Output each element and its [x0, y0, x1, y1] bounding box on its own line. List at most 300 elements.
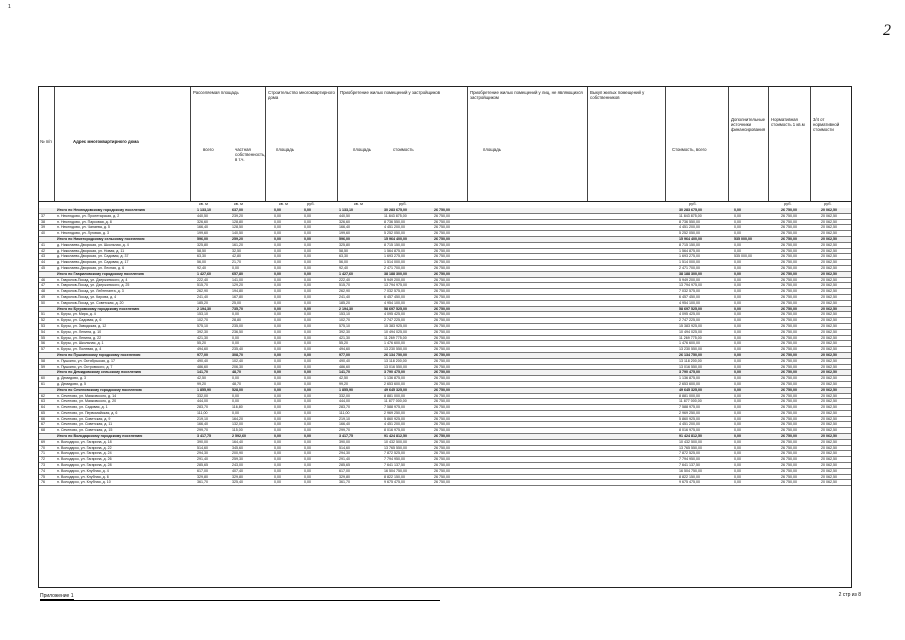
cell-k: 20 062,50	[821, 364, 837, 369]
cell-h: 2 653 600,00	[679, 381, 700, 386]
cell-b: 102,40	[232, 358, 243, 363]
cell-a: 1 427,60	[197, 271, 211, 276]
cell-i: 0,00	[734, 248, 741, 253]
cell-g: 26 750,00	[434, 451, 450, 456]
cell-f: 13 794 975,00	[384, 283, 407, 288]
cell-b: 140,50	[232, 231, 243, 236]
cell-a: 283,70	[197, 405, 208, 410]
cell-f: 1 693 275,00	[384, 254, 405, 259]
cell-label: Итого по Володарскому городскому поселению	[57, 434, 143, 439]
cell-d: 0,00	[304, 480, 311, 485]
cell-j: 26 750,00	[781, 208, 797, 212]
cell-k: 20 062,50	[821, 213, 837, 218]
cell-d: 0,00	[304, 219, 311, 224]
cell-h: 8 715 150,00	[679, 242, 700, 247]
cell-b: 128,80	[232, 219, 243, 224]
cell-h: 4 451 200,00	[679, 225, 700, 230]
cell-d: 0,00	[304, 474, 311, 479]
cell-b: 259,30	[232, 457, 243, 462]
cell-b: 0,00	[232, 410, 239, 415]
cell-b: 167,80	[232, 294, 243, 299]
cell-g: 26 750,00	[434, 468, 450, 473]
cell-j: 26 750,00	[781, 335, 797, 340]
cell-e: 141,70	[339, 370, 350, 375]
cell-g: 26 750,00	[434, 329, 450, 334]
cell-k: 20 062,50	[821, 352, 837, 357]
cell-d: 0,00	[304, 300, 311, 305]
cell-f: 2 471 700,00	[384, 265, 405, 270]
cell-e: 1 133,10	[339, 208, 353, 212]
cell-h: 13 118 200,00	[679, 358, 702, 363]
cell-j: 26 750,00	[781, 457, 797, 462]
cell-j: 26 750,00	[781, 300, 797, 305]
cell-k: 20 062,50	[821, 474, 837, 479]
cell-j: 26 750,00	[781, 329, 797, 334]
cell-k: 20 062,50	[821, 265, 837, 270]
cell-c: 0,00	[274, 381, 281, 386]
cell-h: 13 230 550,00	[679, 347, 702, 352]
cell-c: 0,00	[274, 208, 281, 212]
cell-no: 44	[41, 260, 45, 265]
cell-i: 0,00	[734, 358, 741, 363]
cell-d: 0,00	[304, 213, 311, 218]
cell-d: 0,00	[304, 434, 311, 439]
cell-g: 26 750,00	[434, 300, 450, 305]
cell-g: 26 750,00	[434, 208, 450, 212]
cell-b: 48,70	[232, 370, 241, 375]
cell-label: д. Демидово, д. 5	[57, 381, 87, 386]
cell-j: 26 750,00	[781, 405, 797, 410]
cell-label: п. Гаврилов-Посад, ул. Кирова, д. 4	[57, 294, 117, 299]
cell-k: 20 062,50	[821, 468, 837, 473]
cell-label: п. Неклюдово, ул. Луговая, д. 3	[57, 231, 109, 236]
cell-label: п. Бугры, ул. Мира, д. 4	[57, 312, 96, 317]
cell-c: 0,00	[274, 265, 281, 270]
cell-a: 977,00	[197, 352, 208, 357]
cell-j: 26 750,00	[781, 410, 797, 415]
cell-no: 69	[41, 439, 45, 444]
cell-label: Итого по Нижегородскому сельскому поселению	[57, 236, 145, 241]
header-total-cost: Стоимость, всего	[666, 87, 729, 201]
table-body	[39, 208, 851, 486]
cell-k: 20 062,50	[821, 387, 837, 392]
cell-e: 92,40	[339, 265, 348, 270]
cell-a: 102,70	[197, 318, 208, 323]
cell-no: 45	[41, 265, 45, 270]
cell-g: 26 750,00	[434, 213, 450, 218]
cell-d: 0,00	[304, 329, 311, 334]
cell-i: 0,00	[734, 434, 741, 439]
cell-e: 299,70	[339, 428, 350, 433]
cell-a: 1 133,10	[197, 208, 211, 212]
cell-a: 361,70	[197, 480, 208, 485]
cell-f: 49 645 325,00	[384, 387, 407, 392]
cell-a: 111,00	[197, 410, 208, 415]
cell-g: 26 750,00	[434, 474, 450, 479]
top-note: 1	[8, 4, 11, 10]
cell-k: 20 062,50	[821, 410, 837, 415]
cell-b: 308,70	[232, 352, 243, 357]
cell-k: 20 062,50	[821, 329, 837, 334]
cell-j: 26 750,00	[781, 294, 797, 299]
cell-label: п. Пушкино, ул. Октябрьская, д. 17	[57, 358, 115, 363]
cell-g: 26 750,00	[434, 416, 450, 421]
unit-label: руб.	[399, 201, 407, 206]
cell-a: 490,40	[197, 358, 208, 363]
cell-h: 7 872 525,00	[679, 451, 700, 456]
cell-j: 26 750,00	[781, 236, 797, 241]
cell-e: 421,30	[339, 335, 350, 340]
cell-label: п. Сеченово, ул. Первомайская, д. 6	[57, 410, 118, 415]
table-header	[39, 87, 851, 202]
cell-g: 26 750,00	[434, 410, 450, 415]
cell-j: 26 750,00	[781, 260, 797, 265]
cell-no: 43	[41, 254, 45, 259]
cell-j: 26 750,00	[781, 271, 797, 276]
cell-d: 0,00	[304, 410, 311, 415]
cell-c: 0,00	[274, 335, 281, 340]
cell-i: 0,00	[734, 219, 741, 224]
cell-i: 0,00	[734, 347, 741, 352]
cell-f: 9 675 475,00	[384, 480, 405, 485]
cell-i: 0,00	[734, 231, 741, 236]
cell-h: 58 697 525,00	[679, 306, 702, 311]
cell-c: 0,00	[274, 364, 281, 369]
unit-label: кв. м	[279, 201, 288, 206]
cell-k: 20 062,50	[821, 341, 837, 346]
cell-j: 26 750,00	[781, 283, 797, 288]
cell-h: 11 269 775,00	[679, 335, 702, 340]
cell-h: 7 641 137,50	[679, 463, 700, 468]
cell-i: 0,00	[734, 428, 741, 433]
cell-b: 0,00	[232, 335, 239, 340]
cell-j: 26 750,00	[781, 248, 797, 253]
cell-no: 40	[41, 231, 45, 236]
cell-i: 0,00	[734, 294, 741, 299]
cell-label: п. Гаврилов-Посад, ул. Дзержинского, д. 25	[57, 283, 130, 288]
cell-label: д. Николаево-Дворская, ул. Новая, д. 11	[57, 248, 125, 253]
cell-c: 0,00	[274, 271, 281, 276]
cell-g: 26 750,00	[434, 242, 450, 247]
cell-j: 26 750,00	[781, 242, 797, 247]
cell-a: 262,90	[197, 289, 208, 294]
unit-label: кв. м	[234, 201, 243, 206]
cell-h: 1 514 000,00	[679, 260, 700, 265]
cell-i: 535 000,00	[734, 236, 752, 241]
cell-j: 26 750,00	[781, 318, 797, 323]
cell-i: 0,00	[734, 341, 741, 346]
cell-f: 4 954 100,00	[384, 300, 405, 305]
cell-f: 8 736 550,00	[384, 219, 405, 224]
cell-i: 0,00	[734, 213, 741, 218]
table-row	[39, 480, 851, 486]
cell-b: 235,40	[232, 347, 243, 352]
header-buyout: Выкуп жилых помещений у собственников	[588, 87, 666, 201]
cell-f: 8 715 150,00	[384, 242, 405, 247]
cell-h: 6 457 450,00	[679, 294, 700, 299]
cell-f: 6 457 450,00	[384, 294, 405, 299]
cell-i: 0,00	[734, 271, 741, 276]
cell-i: 0,00	[734, 265, 741, 270]
unit-label: руб.	[689, 201, 697, 206]
cell-i: 0,00	[734, 451, 741, 456]
cell-f: 2 969 250,00	[384, 410, 405, 415]
cell-e: 285,65	[339, 463, 350, 468]
cell-a: 299,70	[197, 428, 208, 433]
cell-no: 47	[41, 283, 45, 288]
cell-a: 486,60	[197, 364, 208, 369]
cell-d: 0,00	[304, 341, 311, 346]
cell-b: 42,80	[232, 254, 241, 259]
cell-e: 166,40	[339, 422, 350, 427]
cell-k: 20 062,50	[821, 463, 837, 468]
cell-no: 53	[41, 323, 45, 328]
cell-h: 16 504 750,00	[679, 468, 702, 473]
cell-a: 219,10	[197, 416, 208, 421]
cell-j: 26 750,00	[781, 376, 797, 381]
cell-a: 494,60	[197, 347, 208, 352]
cell-d: 0,00	[304, 277, 311, 282]
cell-b: 407,40	[232, 468, 243, 473]
cell-e: 440,50	[339, 213, 350, 218]
cell-a: 55,20	[197, 341, 206, 346]
cell-k: 20 062,50	[821, 225, 837, 230]
cell-no: 64	[41, 405, 45, 410]
cell-g: 26 750,00	[434, 225, 450, 230]
cell-a: 285,65	[197, 463, 208, 468]
cell-g: 26 750,00	[434, 457, 450, 462]
appendix-label: Приложение 1	[40, 593, 74, 599]
cell-j: 26 750,00	[781, 370, 797, 375]
cell-a: 166,40	[197, 422, 208, 427]
cell-h: 2 471 700,00	[679, 265, 700, 270]
cell-d: 0,00	[304, 347, 311, 352]
cell-h: 8 736 550,00	[679, 219, 700, 224]
cell-c: 0,00	[274, 347, 281, 352]
cell-i: 0,00	[734, 352, 741, 357]
cell-j: 26 750,00	[781, 381, 797, 386]
cell-k: 20 062,50	[821, 347, 837, 352]
cell-a: 241,40	[197, 294, 208, 299]
cell-c: 0,00	[274, 393, 281, 398]
cell-i: 0,00	[734, 405, 741, 410]
cell-c: 0,00	[274, 428, 281, 433]
cell-h: 4 095 425,00	[679, 312, 700, 317]
cell-h: 13 016 550,00	[679, 364, 702, 369]
cell-no: 62	[41, 393, 45, 398]
cell-a: 185,20	[197, 300, 208, 305]
cell-c: 0,00	[274, 457, 281, 462]
cell-no: 58	[41, 358, 45, 363]
cell-b: 657,80	[232, 271, 243, 276]
cell-e: 219,10	[339, 416, 350, 421]
cell-a: 514,60	[197, 445, 208, 450]
cell-a: 1 855,90	[197, 387, 211, 392]
cell-h: 26 134 750,00	[679, 352, 702, 357]
cell-h: 15 383 925,00	[679, 323, 702, 328]
cell-label: д. Николаево-Дворская, ул. Лесная, д. 6	[57, 265, 125, 270]
cell-g: 26 750,00	[434, 428, 450, 433]
footer-divider	[40, 600, 440, 601]
cell-a: 390,00	[197, 439, 208, 444]
cell-b: 0,00	[232, 399, 239, 404]
cell-i: 0,00	[734, 399, 741, 404]
cell-k: 20 062,50	[821, 445, 837, 450]
cell-e: 3 417,75	[339, 434, 353, 439]
cell-g: 26 750,00	[434, 283, 450, 288]
cell-f: 7 032 575,00	[384, 289, 405, 294]
cell-h: 13 765 550,00	[679, 445, 702, 450]
header-construction: Строительство многоквартирного дома площадь	[266, 87, 338, 201]
cell-h: 5 860 925,00	[679, 416, 700, 421]
cell-label: п. Володарск, ул. Гагарина, д. 28	[57, 463, 112, 468]
cell-label: Итого по Гавриловскому городскому поселению	[57, 271, 144, 276]
cell-label: д. Николаево-Дворская, ул. Садовая, д. 17	[57, 260, 129, 265]
cell-k: 20 062,50	[821, 376, 837, 381]
cell-j: 26 750,00	[781, 399, 797, 404]
cell-j: 26 750,00	[781, 463, 797, 468]
cell-a: 421,30	[197, 335, 208, 340]
cell-g: 26 750,00	[434, 480, 450, 485]
cell-j: 26 750,00	[781, 358, 797, 363]
cell-k: 20 062,50	[821, 289, 837, 294]
cell-c: 0,00	[274, 480, 281, 485]
cell-j: 26 750,00	[781, 422, 797, 427]
cell-d: 0,00	[304, 451, 311, 456]
cell-b: 194,80	[232, 289, 243, 294]
cell-e: 444,00	[339, 399, 350, 404]
cell-d: 0,00	[304, 306, 311, 311]
cell-e: 63,30	[339, 254, 348, 259]
cell-a: 596,00	[197, 236, 208, 241]
cell-label: п. Володарск, ул. Гагарина, д. 24	[57, 451, 112, 456]
cell-h: 2 747 225,00	[679, 318, 700, 323]
cell-e: 56,00	[339, 260, 348, 265]
cell-e: 241,40	[339, 294, 350, 299]
cell-d: 0,00	[304, 405, 311, 410]
cell-no: 71	[41, 451, 45, 456]
cell-i: 0,00	[734, 381, 741, 386]
cell-f: 11 877 000,00	[384, 399, 407, 404]
cell-g: 26 750,00	[434, 294, 450, 299]
cell-f: 91 424 812,50	[384, 434, 407, 439]
cell-b: 206,30	[232, 364, 243, 369]
cell-f: 30 283 675,00	[384, 208, 407, 212]
cell-h: 8 881 000,00	[679, 393, 700, 398]
cell-j: 26 750,00	[781, 312, 797, 317]
header-norm-cost: Нормативная стоимость 1 кв.м	[769, 87, 811, 201]
cell-k: 20 062,50	[821, 300, 837, 305]
cell-label: п. Сеченово, ул. Садовая, д. 1	[57, 405, 108, 410]
cell-k: 20 062,50	[821, 219, 837, 224]
cell-label: п. Володарск, ул. Клубная, д. 10	[57, 480, 111, 485]
cell-b: 200,90	[232, 451, 243, 456]
cell-h: 7 588 975,00	[679, 405, 700, 410]
cell-c: 0,00	[274, 376, 281, 381]
cell-k: 20 062,50	[821, 208, 837, 212]
cell-label: п. Бугры, ул. Полевая, д. 4	[57, 347, 102, 352]
cell-c: 0,00	[274, 387, 281, 392]
cell-h: 7 794 950,00	[679, 457, 700, 462]
cell-d: 0,00	[304, 335, 311, 340]
cell-f: 7 794 950,00	[384, 457, 405, 462]
cell-k: 20 062,50	[821, 254, 837, 259]
cell-f: 11 269 775,00	[384, 335, 407, 340]
cell-b: 239,20	[232, 213, 243, 218]
cell-k: 20 062,50	[821, 399, 837, 404]
cell-b: 161,20	[232, 242, 243, 247]
cell-g: 26 750,00	[434, 439, 450, 444]
cell-c: 0,00	[274, 300, 281, 305]
cell-label: п. Бугры, ул. Школьная, д. 1	[57, 341, 104, 346]
cell-no: 49	[41, 294, 45, 299]
cell-e: 486,60	[339, 364, 350, 369]
unit-label: руб.	[307, 201, 315, 206]
cell-f: 1 564 875,00	[384, 248, 405, 253]
cell-no: 37	[41, 213, 45, 218]
cell-f: 8 881 000,00	[384, 393, 405, 398]
cell-f: 10 432 500,00	[384, 439, 407, 444]
cell-label: д. Николаево-Дворская, ул. Школьная, д. 4	[57, 242, 129, 247]
cell-g: 26 750,00	[434, 306, 450, 311]
cell-h: 11 877 000,00	[679, 399, 702, 404]
cell-c: 0,00	[274, 451, 281, 456]
cell-label: п. Гаврилов-Посад, ул. Лейтенанта, д. 3	[57, 289, 124, 294]
cell-c: 0,00	[274, 329, 281, 334]
cell-g: 26 750,00	[434, 277, 450, 282]
cell-g: 26 750,00	[434, 364, 450, 369]
cell-f: 13 118 200,00	[384, 358, 407, 363]
cell-a: 444,00	[197, 399, 208, 404]
cell-b: 21,70	[232, 260, 241, 265]
cell-label: п. Неклюдово, ул. Пролетарская, д. 2	[57, 213, 120, 218]
cell-j: 26 750,00	[781, 387, 797, 392]
cell-a: 326,60	[197, 219, 208, 224]
cell-d: 0,00	[304, 242, 311, 247]
cell-f: 1 136 875,00	[384, 376, 405, 381]
cell-d: 0,00	[304, 428, 311, 433]
cell-h: 11 843 875,00	[679, 213, 702, 218]
cell-a: 3 417,75	[197, 434, 211, 439]
cell-h: 3 790 475,00	[679, 370, 700, 375]
cell-j: 26 750,00	[781, 439, 797, 444]
cell-no: 41	[41, 242, 45, 247]
cell-c: 0,00	[274, 370, 281, 375]
cell-k: 20 062,50	[821, 312, 837, 317]
cell-d: 0,00	[304, 312, 311, 317]
cell-i: 0,00	[734, 393, 741, 398]
cell-k: 20 062,50	[821, 416, 837, 421]
cell-i: 0,00	[734, 312, 741, 317]
cell-a: 332,00	[197, 393, 208, 398]
cell-a: 63,30	[197, 254, 206, 259]
cell-j: 26 750,00	[781, 480, 797, 485]
unit-label: руб.	[824, 201, 832, 206]
cell-k: 20 062,50	[821, 277, 837, 282]
cell-e: 111,00	[339, 410, 350, 415]
cell-b: 132,00	[232, 422, 243, 427]
cell-label: д. Николаево-Дворская, ул. Садовая, д. 37	[57, 254, 129, 259]
unit-label: кв. м	[199, 201, 208, 206]
cell-k: 20 062,50	[821, 242, 837, 247]
cell-e: 55,20	[339, 341, 348, 346]
cell-k: 20 062,50	[821, 405, 837, 410]
cell-h: 13 794 975,00	[679, 283, 702, 288]
cell-no: 52	[41, 318, 45, 323]
cell-j: 26 750,00	[781, 341, 797, 346]
cell-no: 67	[41, 422, 45, 427]
cell-e: 58,50	[339, 248, 348, 253]
